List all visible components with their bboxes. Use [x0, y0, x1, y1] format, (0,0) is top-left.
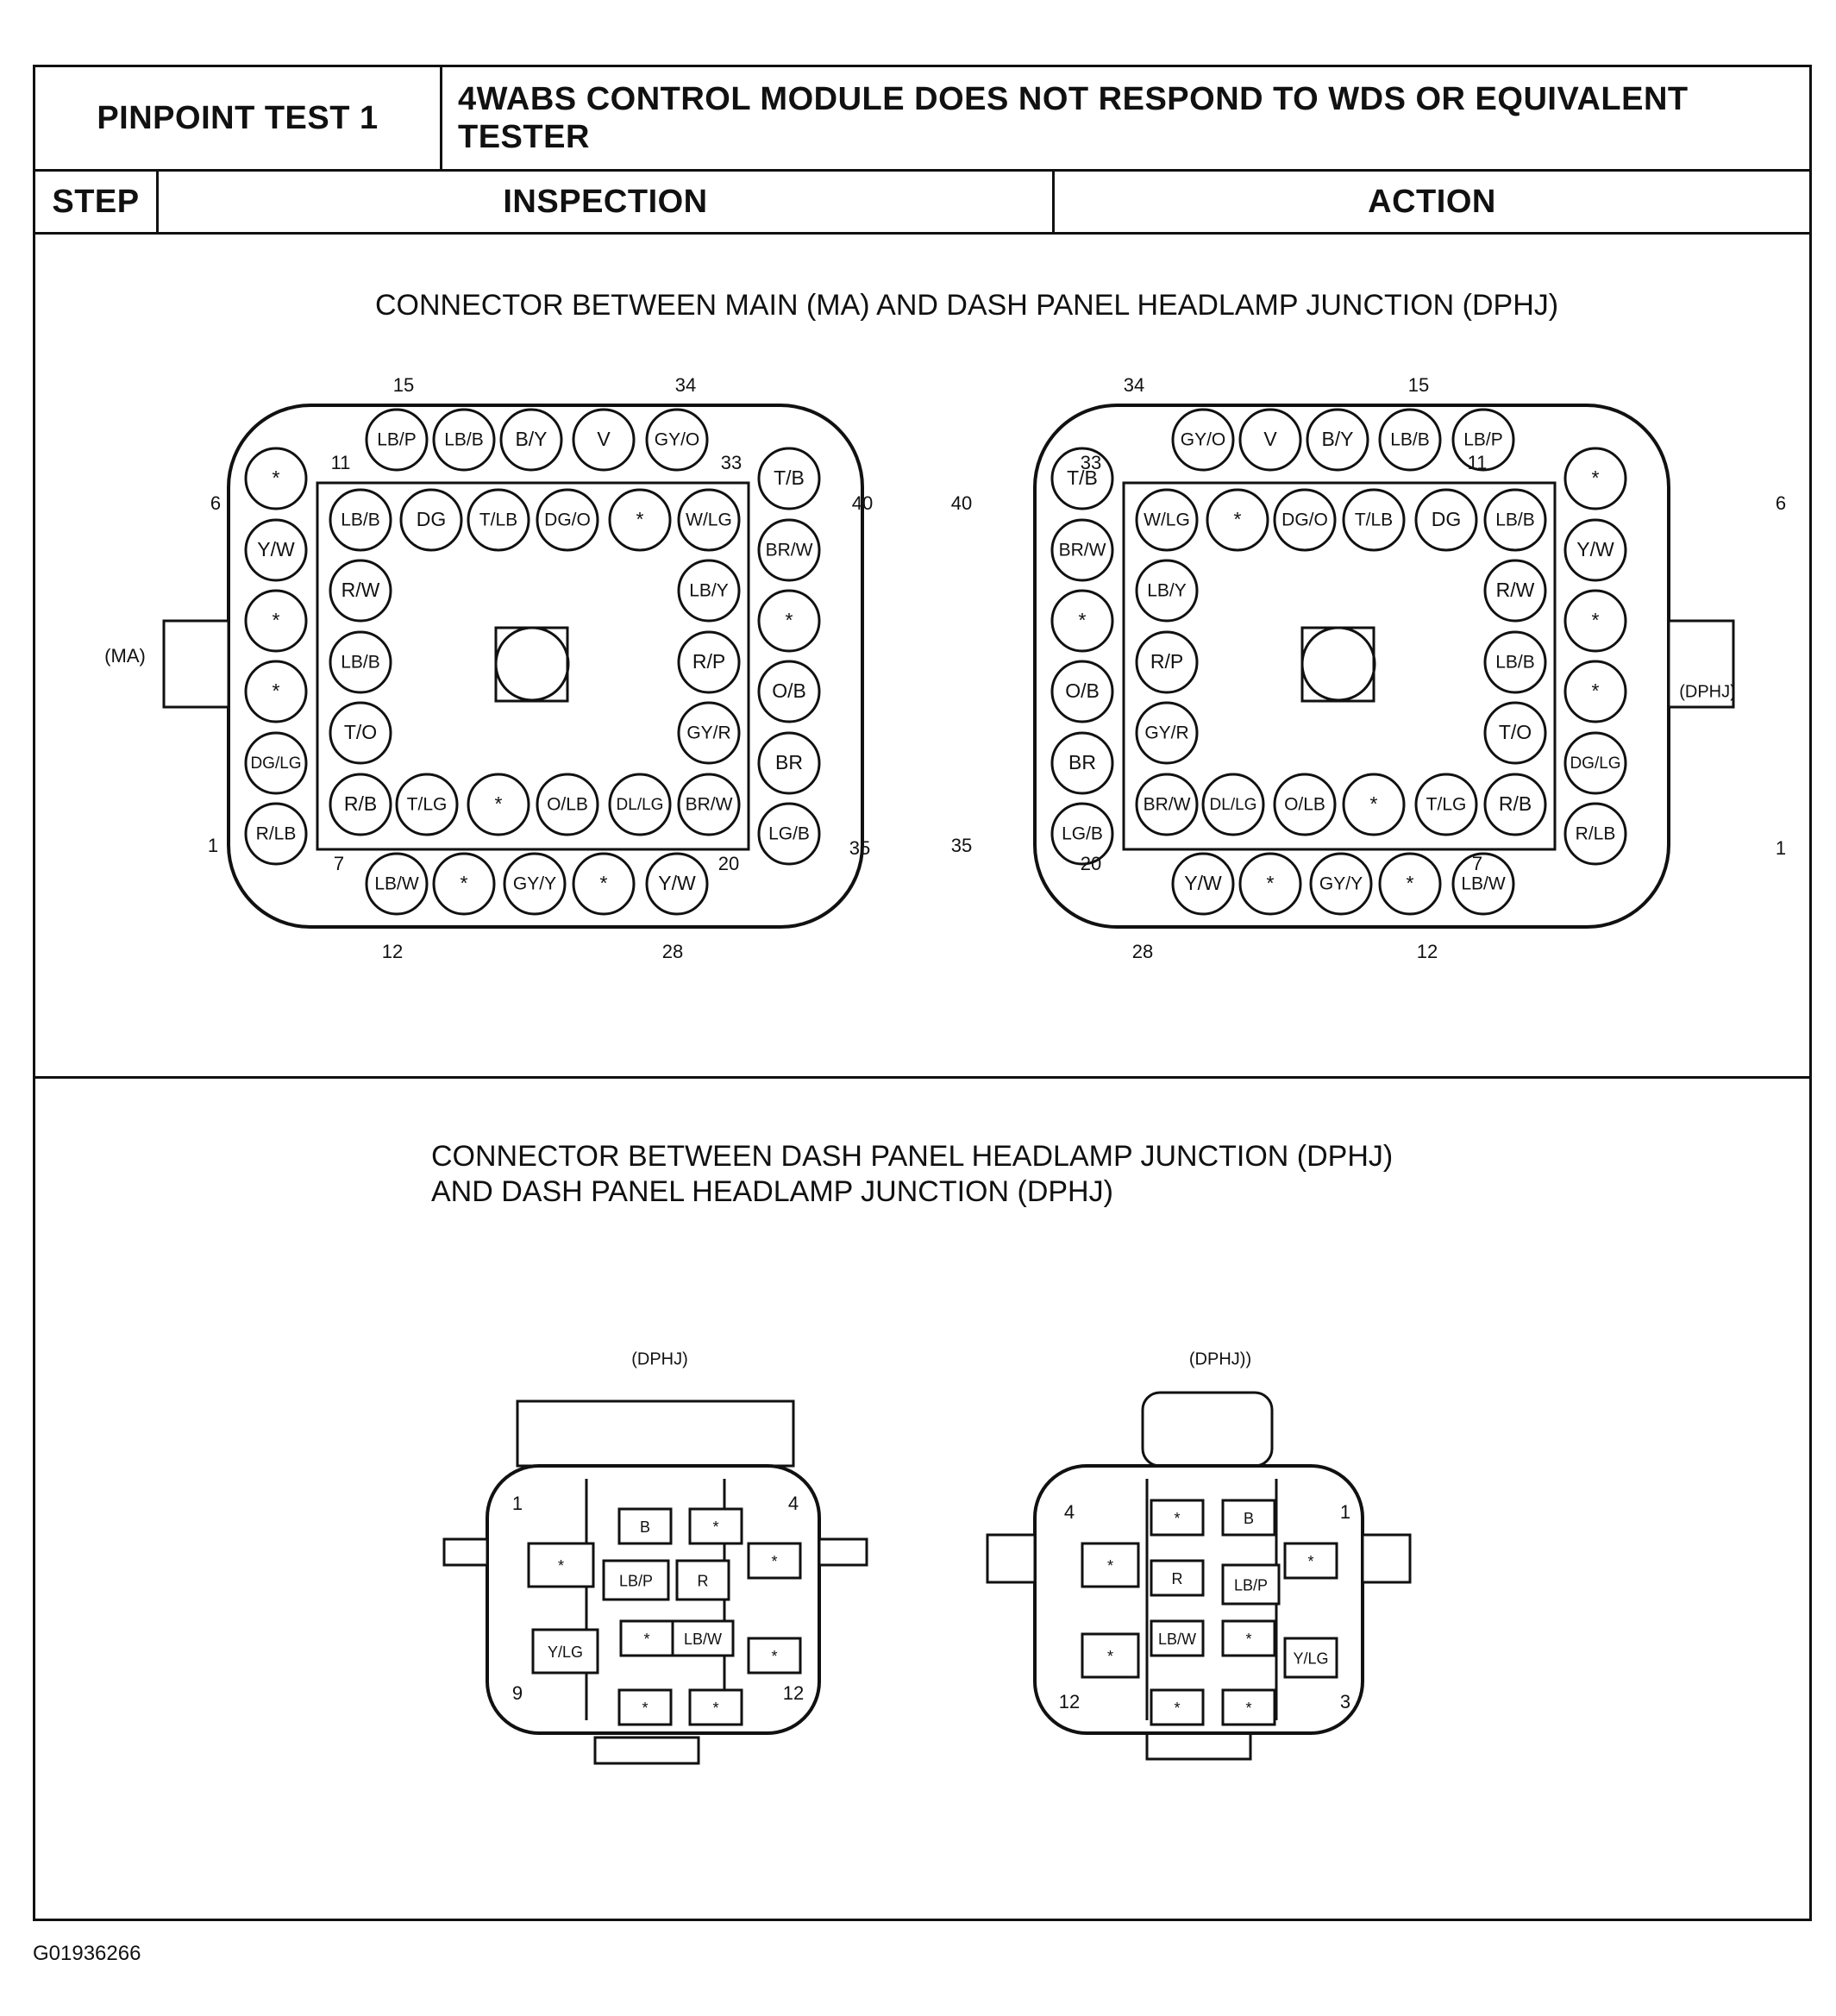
pin-number-15: 15	[392, 373, 415, 396]
center-key-hole	[1302, 628, 1375, 700]
pin-number-33: 33	[1080, 451, 1102, 473]
terminal-guide	[595, 1737, 699, 1763]
pin-top-2-label: B/Y	[515, 428, 548, 451]
pin-inner-top-0-label: W/LG	[1144, 510, 1190, 530]
pin-number-1: 1	[1775, 836, 1787, 859]
pin-outer-left-5-label: LG/B	[1062, 823, 1103, 844]
pin-inner-bottom-5-label: R/B	[1498, 792, 1532, 816]
pin-outer-left-0-label: T/B	[1067, 466, 1098, 490]
pin-number-1: 1	[511, 1492, 523, 1514]
pin-inner-left-1-label: R/P	[1150, 650, 1184, 673]
pin-bottom-3-label: *	[599, 872, 608, 895]
pin-top-2-label: B/Y	[1321, 428, 1354, 451]
pin-number-28: 28	[661, 940, 684, 962]
pin-inner-bottom-4-label: DL/LG	[616, 796, 664, 815]
pin-inner-bottom-4-label: T/LG	[1426, 794, 1467, 815]
pin-number-34: 34	[1123, 373, 1145, 396]
pin-number-35: 35	[849, 836, 871, 859]
pin-outer-right-0-label: T/B	[774, 466, 805, 490]
section2-caption-line1: CONNECTOR BETWEEN DASH PANEL HEADLAMP JUNCTION (DPHJ)	[431, 1140, 1394, 1173]
pin-number-6: 6	[210, 491, 222, 514]
pin-inner-bottom-0-label: R/B	[343, 792, 378, 816]
pin-inner-left-0-label: LB/Y	[1147, 580, 1187, 601]
pinpoint-label: PINPOINT TEST 1	[97, 99, 379, 136]
side-tab-right	[1363, 1535, 1410, 1582]
pin-number-12: 12	[1058, 1690, 1081, 1712]
pin-number-40: 40	[851, 491, 874, 514]
cavity-8-label: *	[1245, 1630, 1252, 1648]
pin-number-12: 12	[1416, 940, 1438, 962]
pin-outer-left-2-label: *	[1078, 609, 1087, 632]
pin-outer-right-4-label: DG/LG	[1570, 754, 1621, 773]
pin-inner-bottom-3-label: *	[1369, 792, 1378, 816]
pin-bottom-1-label: *	[1266, 872, 1275, 895]
pin-number-1: 1	[1339, 1500, 1351, 1523]
pin-number-12: 12	[381, 940, 404, 962]
pin-top-1-label: LB/B	[444, 429, 484, 450]
cavity-3-label: *	[1307, 1552, 1314, 1570]
pin-outer-right-2-label: *	[785, 609, 793, 632]
pin-outer-right-5-label: R/LB	[1575, 823, 1616, 844]
pin-inner-right-1-label: LB/B	[1495, 652, 1535, 673]
pin-inner-bottom-2-label: O/LB	[1284, 794, 1325, 815]
pin-top-0-label: GY/O	[1180, 429, 1226, 450]
pin-outer-right-4-label: BR	[775, 751, 803, 774]
connector-label: (DPHJ)	[631, 1349, 688, 1369]
pin-outer-right-3-label: O/B	[772, 679, 806, 703]
cavity-11-label: *	[712, 1699, 719, 1717]
pin-inner-top-2-label: DG/O	[1281, 510, 1328, 530]
pin-inner-left-2-label: GY/R	[1144, 723, 1189, 743]
pin-top-4-label: GY/O	[654, 429, 700, 450]
pin-number-28: 28	[1131, 940, 1154, 962]
ma-connector	[104, 374, 873, 962]
pin-inner-top-4-label: DG	[1431, 508, 1462, 531]
pin-number-7: 7	[333, 852, 345, 874]
pin-inner-right-0-label: R/W	[1495, 579, 1535, 602]
pin-number-11: 11	[1467, 451, 1488, 473]
cavity-9-label: Y/LG	[1293, 1650, 1329, 1668]
cavity-11-label: *	[1245, 1699, 1252, 1717]
pin-inner-bottom-1-label: DL/LG	[1209, 796, 1257, 815]
cavity-8-label: LB/W	[683, 1630, 723, 1648]
pin-number-35: 35	[950, 834, 973, 856]
cavity-0-label: *	[1174, 1509, 1181, 1527]
pin-outer-left-4-label: BR	[1068, 751, 1096, 774]
pin-outer-right-0-label: *	[1591, 466, 1600, 490]
side-tab-left	[444, 1539, 487, 1565]
pin-bottom-3-label: *	[1406, 872, 1414, 895]
pin-top-0-label: LB/P	[377, 429, 417, 450]
pin-number-3: 3	[1339, 1690, 1351, 1712]
dphj-12-pin-connector-left	[444, 1349, 867, 1763]
pin-top-3-label: V	[597, 428, 611, 451]
cavity-2-label: *	[557, 1556, 565, 1575]
pin-inner-bottom-1-label: T/LG	[406, 794, 448, 815]
pin-number-11: 11	[330, 451, 351, 473]
test-title-line1: 4WABS CONTROL MODULE DOES NOT RESPOND TO WDS OR EQUIVALENT	[458, 81, 1689, 117]
pin-number-4: 4	[787, 1492, 799, 1514]
pin-number-34: 34	[674, 373, 697, 396]
pin-top-3-label: LB/B	[1390, 429, 1430, 450]
connector-lock	[1143, 1393, 1272, 1466]
cavity-7-label: LB/W	[1157, 1630, 1197, 1648]
cavity-2-label: *	[1106, 1556, 1114, 1575]
connector-label: (MA)	[104, 644, 146, 667]
connector-label: (DPHJ))	[1188, 1349, 1252, 1369]
pin-inner-right-2-label: GY/R	[686, 723, 731, 743]
pin-number-40: 40	[950, 491, 973, 514]
terminal-guide	[1147, 1733, 1250, 1759]
pin-outer-right-5-label: LG/B	[768, 823, 810, 844]
pin-inner-left-2-label: T/O	[343, 721, 378, 744]
pin-top-1-label: V	[1263, 428, 1277, 451]
test-title-line2: TESTER	[458, 119, 590, 155]
cavity-4-label: LB/P	[618, 1572, 654, 1590]
cavity-10-label: *	[642, 1699, 649, 1717]
section1-caption: CONNECTOR BETWEEN MAIN (MA) AND DASH PANEL HEADLAMP JUNCTION (DPHJ)	[375, 289, 1559, 322]
pin-number-20: 20	[717, 852, 740, 874]
pin-inner-right-2-label: T/O	[1498, 721, 1532, 744]
connector-label: (DPHJ)	[1679, 682, 1736, 702]
cavity-7-label: *	[643, 1630, 650, 1648]
latch-tab	[164, 621, 229, 707]
pin-inner-bottom-0-label: BR/W	[1143, 794, 1191, 815]
cavity-6-label: Y/LG	[547, 1643, 584, 1661]
pin-outer-left-3-label: O/B	[1065, 679, 1100, 703]
connector-lock	[517, 1401, 793, 1466]
cavity-0-label: B	[639, 1518, 651, 1536]
pin-inner-right-1-label: R/P	[692, 650, 726, 673]
side-tab-right	[819, 1539, 867, 1565]
pin-inner-top-1-label: DG	[416, 508, 447, 531]
pin-inner-top-1-label: *	[1233, 508, 1242, 531]
center-key-hole	[496, 628, 568, 700]
dphj-12-pin-connector-right	[987, 1349, 1410, 1759]
pin-inner-top-3-label: DG/O	[544, 510, 591, 530]
pin-inner-right-0-label: LB/Y	[689, 580, 729, 601]
section2-caption-line2: AND DASH PANEL HEADLAMP JUNCTION (DPHJ)	[431, 1175, 1113, 1208]
cavity-1-label: *	[712, 1518, 719, 1536]
cavity-4-label: R	[1171, 1569, 1183, 1587]
pin-outer-left-2-label: *	[272, 609, 280, 632]
pin-bottom-2-label: GY/Y	[1319, 873, 1363, 894]
cavity-10-label: *	[1174, 1699, 1181, 1717]
pin-outer-right-3-label: *	[1591, 679, 1600, 703]
pin-inner-bottom-2-label: *	[494, 792, 503, 816]
side-tab-left	[987, 1535, 1035, 1582]
pin-bottom-0-label: Y/W	[1184, 872, 1222, 895]
cavity-1-label: B	[1243, 1509, 1255, 1527]
pin-inner-top-4-label: *	[636, 508, 644, 531]
pin-inner-top-0-label: LB/B	[341, 510, 380, 530]
cavity-3-label: *	[771, 1552, 778, 1570]
pin-outer-left-4-label: DG/LG	[250, 754, 302, 773]
pin-number-7: 7	[1471, 852, 1483, 874]
pin-inner-bottom-3-label: O/LB	[547, 794, 588, 815]
pin-bottom-0-label: LB/W	[374, 873, 419, 894]
pin-outer-right-1-label: BR/W	[765, 540, 813, 560]
pin-bottom-2-label: GY/Y	[512, 873, 557, 894]
cavity-6-label: *	[1106, 1647, 1114, 1665]
pin-outer-left-1-label: BR/W	[1058, 540, 1106, 560]
pin-outer-right-1-label: Y/W	[1576, 538, 1614, 561]
pin-number-9: 9	[511, 1681, 523, 1704]
step-header: STEP	[52, 183, 140, 220]
pin-bottom-1-label: *	[460, 872, 468, 895]
pin-inner-bottom-5-label: BR/W	[685, 794, 733, 815]
action-header: ACTION	[1368, 183, 1496, 220]
pin-outer-left-3-label: *	[272, 679, 280, 703]
pin-number-12: 12	[782, 1681, 805, 1704]
pin-inner-left-1-label: LB/B	[341, 652, 380, 673]
pin-bottom-4-label: Y/W	[658, 872, 696, 895]
pin-number-1: 1	[207, 834, 219, 856]
cavity-5-label: R	[697, 1572, 709, 1590]
pin-inner-top-2-label: T/LB	[479, 510, 518, 530]
pin-outer-right-2-label: *	[1591, 609, 1600, 632]
pin-bottom-4-label: LB/W	[1461, 873, 1506, 894]
pin-inner-top-5-label: LB/B	[1495, 510, 1535, 530]
pin-number-33: 33	[720, 451, 743, 473]
cavity-5-label: LB/P	[1233, 1576, 1269, 1594]
pin-inner-top-5-label: W/LG	[686, 510, 732, 530]
pin-inner-top-3-label: T/LB	[1354, 510, 1394, 530]
dphj-connector	[951, 374, 1786, 962]
cavity-9-label: *	[771, 1647, 778, 1665]
pin-inner-left-0-label: R/W	[341, 579, 380, 602]
pin-number-4: 4	[1063, 1500, 1075, 1523]
pin-outer-left-1-label: Y/W	[257, 538, 295, 561]
pin-outer-left-5-label: R/LB	[255, 823, 297, 844]
inspection-header: INSPECTION	[503, 183, 708, 220]
pin-top-4-label: LB/P	[1463, 429, 1503, 450]
pin-number-15: 15	[1407, 373, 1430, 396]
pin-number-6: 6	[1775, 491, 1787, 514]
pin-outer-left-0-label: *	[272, 466, 280, 490]
pin-number-20: 20	[1080, 852, 1102, 874]
figure-id: G01936266	[33, 1942, 141, 1965]
